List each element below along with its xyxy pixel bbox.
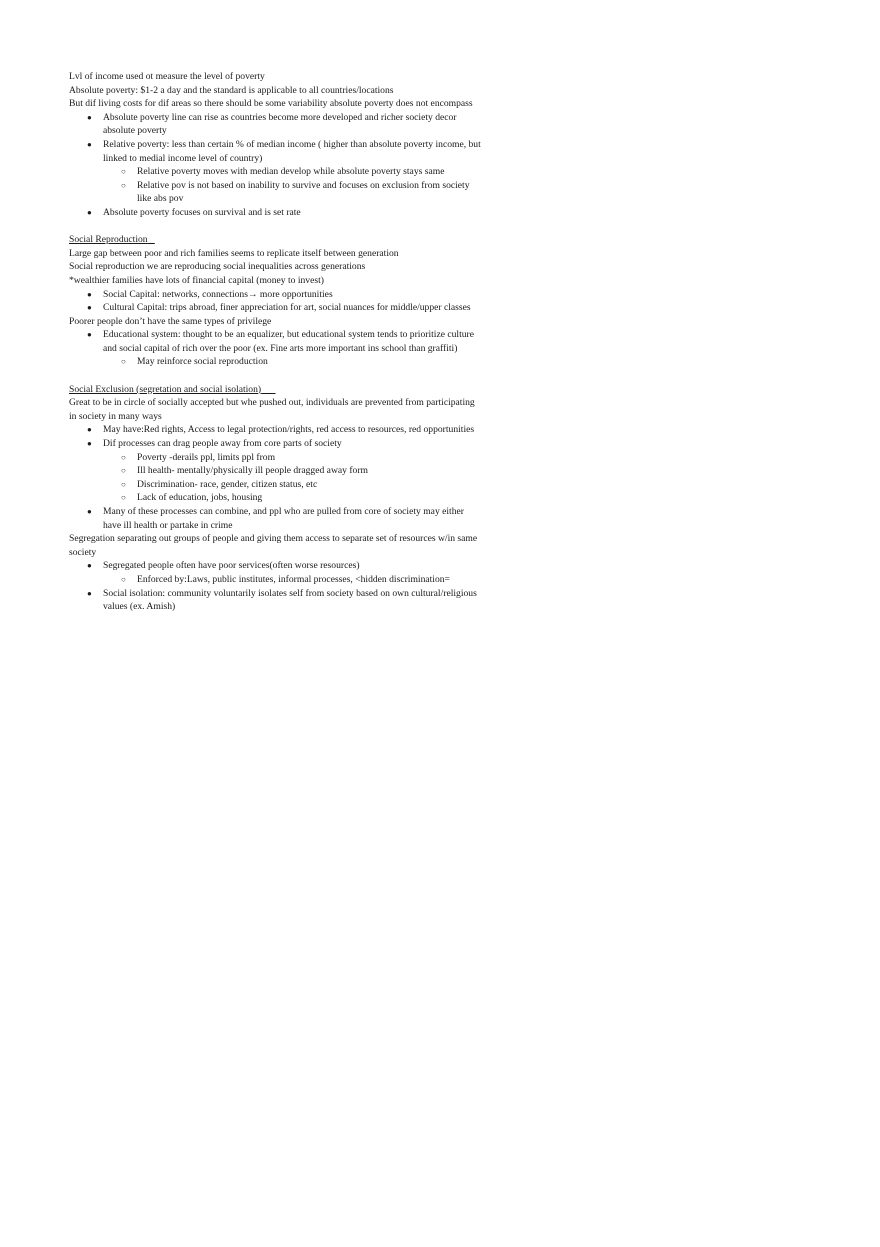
intro-line-1: Lvl of income used ot measure the level of poverty xyxy=(69,71,265,82)
reproduction-line-2: Social reproduction we are reproducing social inequalities across generations xyxy=(69,261,366,273)
exclusion-sub-bullet-5: ○ Enforced by:Laws, public institutes, informal processes, <hidden discrimination= xyxy=(103,573,483,587)
reproduction-line-1: Large gap between poor and rich families seems to replicate itself between generation xyxy=(69,247,399,259)
reproduction-bullet-3 xyxy=(69,328,483,369)
reproduction-bullet-2: ● Cultural Capital: trips abroad, finer appreciation for art, social nuances for middle/upper classes xyxy=(69,301,483,315)
reproduction-bullet-1: ● Social Capital: networks, connections→ more opportunities xyxy=(69,288,483,302)
exclusion-line-1: Great to be in circle of socially accepted but whe pushed out, individuals are prevented from participating in society in many ways xyxy=(69,397,475,422)
notes-body xyxy=(69,70,489,614)
intro-line-3: But dif living costs for dif areas so there should be some variability absolute poverty does not encompass xyxy=(69,98,473,110)
exclusion-sub-bullet-3: ○ Discrimination- race, gender, citizen status, etc xyxy=(103,478,483,492)
reproduction-bullet-3-text: Educational system: thought to be an equalizer, but educational system tends to prioritize culture and social capital of rich over the poor (ex. Fine arts more important ins school than graffiti) xyxy=(103,329,475,354)
intro-sub-bullet-2: ○ Relative pov is not based on inability to survive and focuses on exclusion from society like abs pov xyxy=(103,179,483,206)
reproduction-sub-list xyxy=(137,355,483,369)
exclusion-bullet-3: ● Many of these processes can combine, and ppl who are pulled from core of society may either have ill health or partake in crime xyxy=(69,505,483,532)
reproduction-line-3: *wealthier families have lots of financial capital (money to invest) xyxy=(69,274,324,286)
exclusion-line-2: Segregation separating out groups of people and giving them access to separate set of resources w/in same society xyxy=(69,533,478,558)
exclusion-sub-bullet-1: ○ Poverty -derails ppl, limits ppl from xyxy=(103,451,483,465)
exclusion-bullet-1: ● May have:Red rights, Access to legal protection/rights, red access to resources, red opportunities xyxy=(69,423,483,437)
exclusion-bullet-4 xyxy=(69,559,483,586)
reproduction-bullet-list-2 xyxy=(69,328,489,369)
exclusion-sub-bullet-2: ○ Ill health- mentally/physically ill people dragged away form xyxy=(103,464,483,478)
exclusion-sub-list xyxy=(137,451,483,505)
exclusion-bullet-list-2 xyxy=(69,559,489,613)
intro-bullet-3: ● Absolute poverty focuses on survival and is set rate xyxy=(69,206,483,220)
exclusion-sub-list-2 xyxy=(137,573,483,587)
reproduction-heading xyxy=(69,233,489,247)
intro-sub-bullet-1: ○ Relative poverty moves with median develop while absolute poverty stays same xyxy=(103,165,483,179)
exclusion-sub-bullet-4: ○ Lack of education, jobs, housing xyxy=(103,491,483,505)
exclusion-bullet-2 xyxy=(69,437,483,505)
intro-line-2: Absolute poverty: $1-2 a day and the standard is applicable to all countries/locations xyxy=(69,84,394,96)
reproduction-bullet-list xyxy=(69,288,489,315)
reproduction-line-4: Poorer people don’t have the same types of privilege xyxy=(69,315,272,327)
intro-sub-list xyxy=(137,165,483,206)
intro-bullet-2 xyxy=(69,138,483,206)
exclusion-bullet-2-text: Dif processes can drag people away from core parts of society xyxy=(103,438,342,450)
reproduction-sub-bullet-1: ○ May reinforce social reproduction xyxy=(103,355,483,369)
intro-bullet-2-text: Relative poverty: less than certain % of median income ( higher than absolute poverty income, but linked to medial income level of country) xyxy=(103,138,481,164)
exclusion-heading xyxy=(69,383,489,397)
intro-bullet-list xyxy=(69,111,489,220)
reproduction-heading-text: Social Reproduction xyxy=(69,234,148,246)
section-spacer xyxy=(69,220,489,234)
exclusion-heading-text: Social Exclusion (segretation and social isolation) xyxy=(69,383,262,395)
intro-bullet-1: ● Absolute poverty line can rise as countries become more developed and richer society decor absolute poverty xyxy=(69,111,483,138)
section-spacer xyxy=(69,369,489,383)
exclusion-bullet-list xyxy=(69,423,489,532)
exclusion-bullet-5: ● Social isolation: community voluntarily isolates self from society based on own cultural/religious values (ex. Amish) xyxy=(69,587,483,614)
exclusion-bullet-4-text: Segregated people often have poor services(often worse resources) xyxy=(103,560,360,572)
